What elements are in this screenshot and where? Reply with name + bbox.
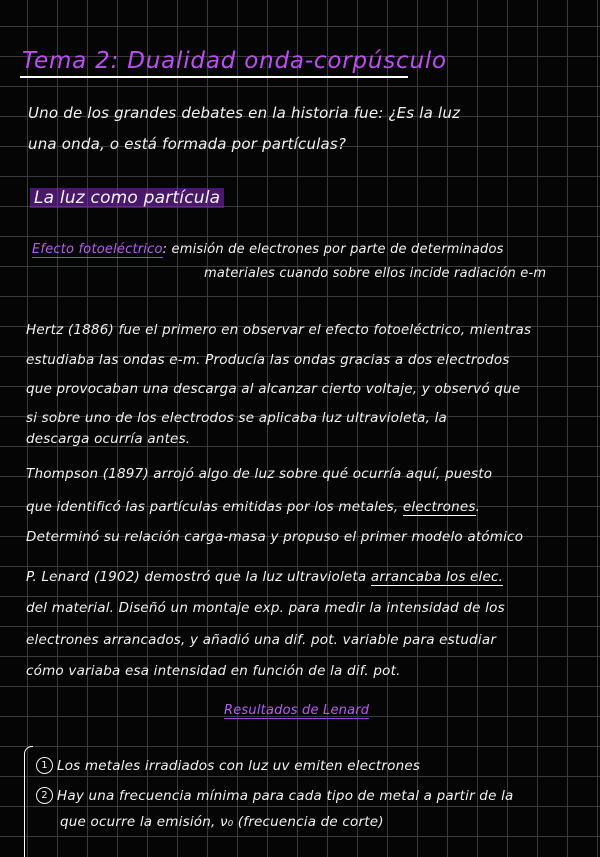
result-text-2-cont: que ocurre la emisión, ν₀ (frecuencia de corte)	[60, 814, 384, 830]
results-bracket	[24, 746, 33, 857]
section-title-text: La luz como partícula	[30, 188, 224, 208]
thompson-line-1: Thompson (1897) arrojó algo de luz sobre qué ocurría aquí, puesto	[26, 466, 493, 482]
hertz-line-5: descarga ocurría antes.	[26, 431, 191, 447]
efecto-line-1	[32, 242, 504, 257]
lenard-line-3: electrones arrancados, y añadió una dif. pot. variable para estudiar	[26, 632, 497, 648]
result-number-1: 1	[36, 757, 53, 774]
section-title	[30, 188, 224, 208]
lenard-line-2: del material. Diseñó un montaje exp. para medir la intensidad de los	[26, 600, 505, 616]
arrancaba-term: arrancaba los elec.	[370, 569, 504, 585]
lenard-line-1	[26, 569, 503, 585]
hertz-line-3: que provocaban una descarga al alcanzar cierto voltaje, y observó que	[26, 381, 521, 397]
thompson-period: .	[475, 499, 481, 515]
page-title: Tema 2: Dualidad onda-corpúsculo	[22, 48, 447, 74]
thompson-line-3: Determinó su relación carga-masa y propuso el primer modelo atómico	[26, 529, 524, 545]
hertz-line-1: Hertz (1886) fue el primero en observar el efecto fotoeléctrico, mientras	[26, 322, 532, 338]
result-text-1: Los metales irradiados con luz uv emiten electrones	[57, 758, 421, 774]
efecto-term: Efecto fotoeléctrico	[32, 242, 163, 257]
title-underline	[20, 76, 408, 78]
efecto-def-2: materiales cuando sobre ellos incide radiación e-m	[204, 266, 547, 281]
lenard-line-4: cómo variaba esa intensidad en función de la dif. pot.	[26, 663, 401, 679]
result-item-1	[36, 757, 420, 774]
thompson-text: que identificó las partículas emitidas por los metales,	[26, 499, 403, 515]
lenard-text: P. Lenard (1902) demostró que la luz ultravioleta	[26, 569, 371, 585]
results-title: Resultados de Lenard	[224, 703, 370, 718]
electrones-term: electrones	[402, 499, 476, 515]
result-number-2: 2	[36, 787, 53, 804]
hertz-line-4: si sobre uno de los electrodos se aplicaba luz ultravioleta, la	[26, 410, 448, 426]
hertz-line-2: estudiaba las ondas e-m. Producía las ondas gracias a dos electrodos	[26, 352, 510, 368]
thompson-line-2	[26, 499, 480, 515]
intro-line-1: Uno de los grandes debates en la historia fue: ¿Es la luz	[28, 104, 461, 122]
efecto-def-1: : emisión de electrones por parte de determinados	[162, 242, 504, 257]
result-text-2: Hay una frecuencia mínima para cada tipo de metal a partir de la	[57, 788, 514, 804]
result-item-2	[36, 787, 514, 804]
intro-line-2: una onda, o está formada por partículas?	[28, 135, 347, 153]
